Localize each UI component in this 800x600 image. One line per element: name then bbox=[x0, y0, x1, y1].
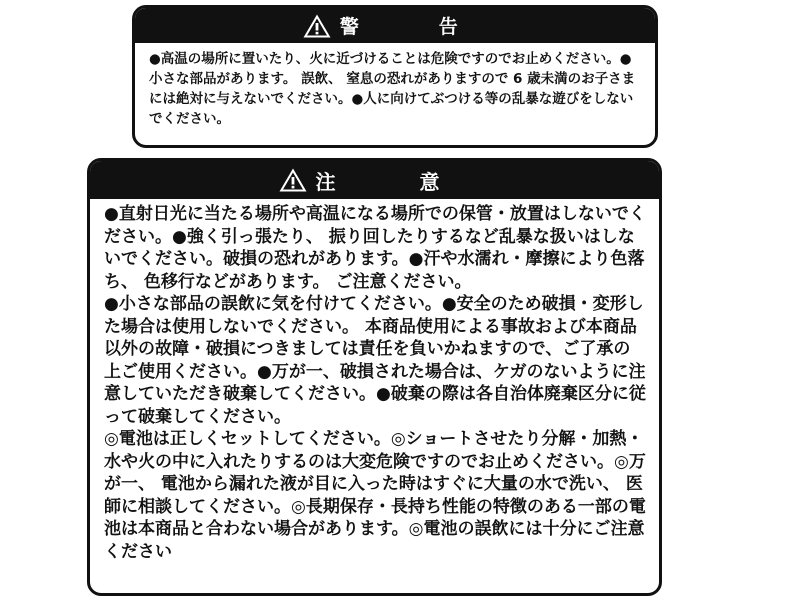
caution-body bbox=[90, 199, 659, 563]
warning-body bbox=[135, 43, 655, 129]
warning-label bbox=[132, 5, 658, 148]
caution-paragraph-safety: ●小さな部品の誤飲に気を付けてください。●安全のため破損・変形した場合は使用しないでください。 本商品使用による事故および本商品以外の故障・破損につきましては責任を負いかねますので、ご了承の上ご使用ください。●万が一、破損された場合は、ケガのないように注意していただき破棄してください。●破棄の際は各自治体廃棄区分に従って破棄してください。 bbox=[104, 294, 646, 427]
caution-paragraph-handling: ●直射日光に当たる場所や高温になる場所での保管・放置はしないでください。●強く引っ張たり、 振り回したりするなど乱暴な扱いはしないでください。破損の恐れがあります。●汗や水濡れ・摩擦により色落ち、 色移行などがあります。 ご注意ください。 bbox=[104, 204, 646, 292]
warning-title: 警 告 bbox=[339, 16, 489, 38]
caution-label bbox=[87, 158, 662, 596]
caution-header bbox=[90, 161, 659, 199]
warning-triangle-icon bbox=[278, 167, 308, 193]
warning-text: ●高温の場所に置いたり、火に近づけることは危険ですのでお止めください。●小さな部品があります。 誤飲、 窒息の恐れがありますので 6 歳未満のお子さまには絶対に与えないでください。●人に向けてぶつける等の乱暴な遊びをしないでください。 bbox=[149, 51, 636, 127]
warning-triangle-icon bbox=[302, 13, 332, 39]
caution-title: 注 意 bbox=[315, 169, 472, 194]
caution-paragraph-battery: ◎電池は正しくセットしてください。◎ショートさせたり分解・加熱・水や火の中に入れたりするのは大変危険ですのでお止めください。◎万が一、 電池から漏れた液が目に入った時はすぐに大量の水で洗い、 医師に相談してください。◎長期保存・長持ち性能の特徴のある一部の電池は本商品と合わない場合があります。◎電池の誤飲には十分にご注意ください bbox=[104, 429, 646, 562]
warning-header bbox=[135, 8, 655, 43]
